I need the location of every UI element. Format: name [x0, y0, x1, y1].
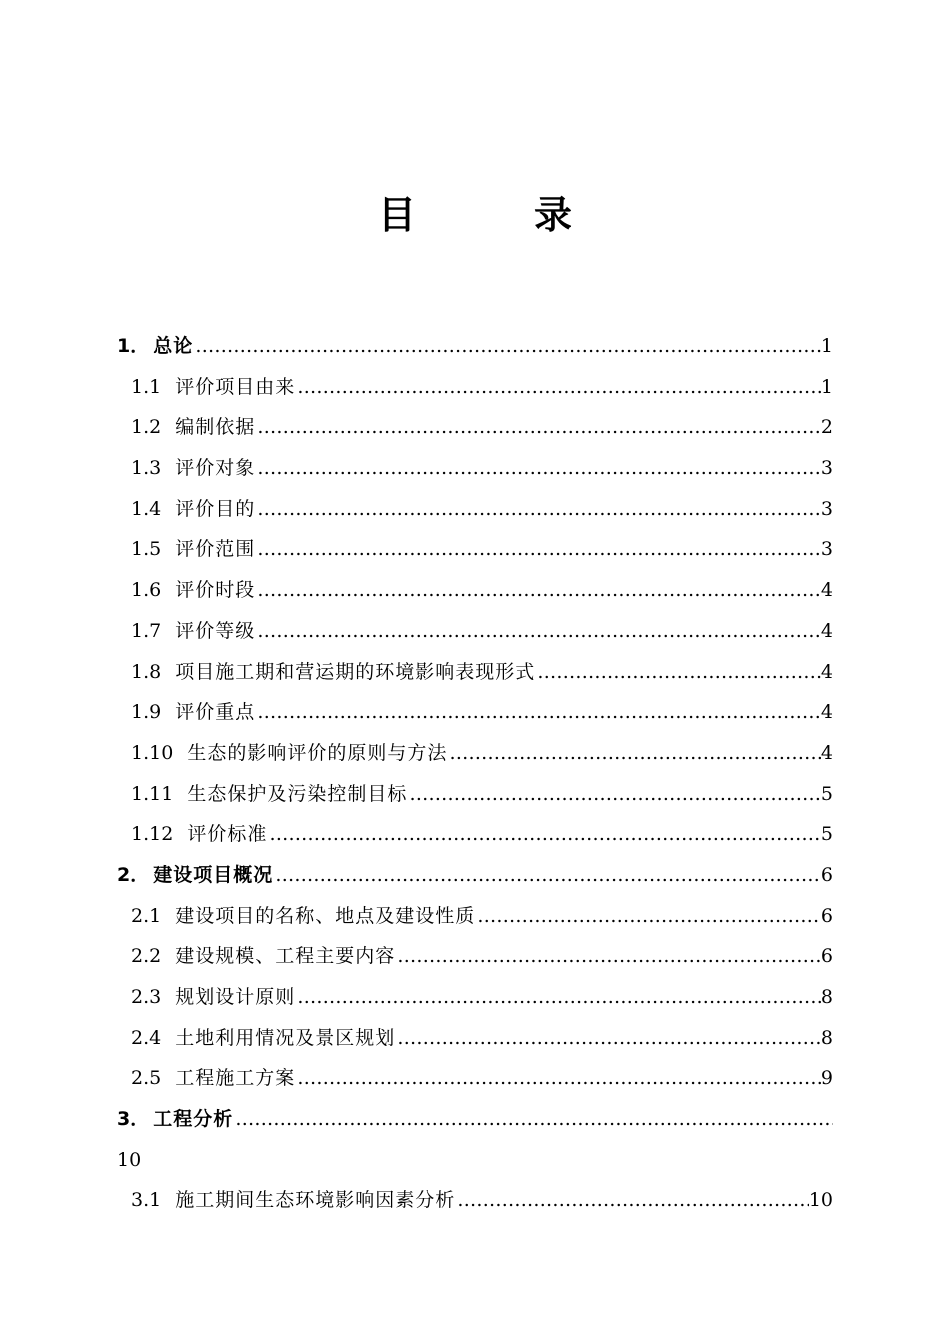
toc-entry-page: 5 [820, 782, 833, 805]
toc-entry[interactable] [117, 936, 833, 977]
toc-dot-leader [295, 1058, 821, 1099]
toc-entry-title: 评价标准 [187, 823, 268, 846]
toc-entry-number: 3.1 [131, 1189, 162, 1212]
toc-entry[interactable] [117, 570, 833, 611]
toc-entry-title: 评价对象 [175, 457, 256, 480]
toc-entry-page: 4 [820, 579, 833, 602]
toc-entry-number: 2.1 [131, 904, 162, 927]
toc-entry-number: 3． [117, 1108, 150, 1131]
toc-entry-title: 总论 [153, 335, 194, 357]
toc-dot-leader [475, 896, 821, 937]
toc-dot-leader [395, 1018, 821, 1059]
toc-entry[interactable] [117, 489, 833, 530]
toc-entry-page: 9 [820, 1067, 833, 1090]
toc-dot-leader [447, 733, 821, 774]
toc-entry-title: 生态的影响评价的原则与方法 [187, 741, 448, 764]
toc-entry[interactable] [117, 733, 833, 774]
toc-entry[interactable] [117, 1018, 833, 1059]
toc-entry-number: 1.2 [131, 416, 162, 439]
toc-entry-title: 编制依据 [175, 416, 256, 439]
toc-entry-number: 1.9 [131, 701, 162, 724]
toc-entry-title: 生态保护及污染控制目标 [187, 782, 408, 805]
toc-entry-page: 6 [820, 904, 833, 927]
toc-entry-page: 4 [820, 660, 833, 683]
toc-entry[interactable] [117, 896, 833, 937]
toc-dot-leader [273, 855, 821, 896]
toc-entry[interactable] [117, 774, 833, 815]
toc-entry-page: 3 [820, 538, 833, 561]
toc-entry-number: 2.3 [131, 986, 162, 1008]
toc-entry[interactable] [117, 1180, 833, 1221]
toc-entry-number: 1.11 [131, 782, 174, 805]
toc-entry[interactable] [117, 692, 833, 733]
toc-entry[interactable] [117, 448, 833, 489]
toc-entry-number: 1.10 [131, 741, 174, 764]
toc-entry[interactable] [117, 326, 833, 367]
toc-entry-title: 评价目的 [175, 497, 256, 520]
toc-entry-page: 6 [820, 863, 833, 886]
toc-dot-leader [295, 977, 821, 1018]
toc-dot-leader [295, 367, 821, 408]
toc-entry[interactable] [117, 1099, 833, 1140]
toc-entry-page: 4 [820, 741, 833, 764]
toc-entry-title: 规划设计原则 [175, 986, 296, 1008]
toc-entry-page: 3 [820, 497, 833, 520]
toc-entry-page: 8 [820, 986, 833, 1008]
toc-entry-page: 10 [808, 1189, 833, 1212]
toc-entry[interactable] [117, 1058, 833, 1099]
toc-entry[interactable] [117, 611, 833, 652]
toc-entry-page: 5 [820, 823, 833, 846]
toc-entry-number: 1.7 [131, 619, 162, 642]
toc-entry[interactable] [117, 855, 833, 896]
toc-entry[interactable] [117, 652, 833, 693]
toc-entry-title: 评价时段 [175, 579, 256, 602]
toc-entry-number: 2.4 [131, 1026, 162, 1049]
toc-entry-title: 评价等级 [175, 619, 256, 642]
toc-entry[interactable] [117, 407, 833, 448]
page-title: 目 录 [377, 193, 612, 237]
table-of-contents [117, 326, 833, 1221]
toc-entry-number: 1.8 [131, 660, 162, 683]
toc-entry-title: 施工期间生态环境影响因素分析 [175, 1189, 456, 1212]
toc-entry-page: 4 [820, 701, 833, 724]
toc-entry-title: 建设项目的名称、地点及建设性质 [175, 904, 476, 927]
toc-entry-title: 评价项目由来 [175, 375, 296, 398]
toc-entry-number: 1． [117, 335, 150, 357]
toc-entry-number: 1.3 [131, 457, 162, 480]
toc-entry-number: 2.5 [131, 1067, 162, 1090]
toc-dot-leader [535, 652, 821, 693]
toc-dot-leader [255, 570, 821, 611]
toc-entry-number: 1.5 [131, 538, 162, 561]
toc-dot-leader [407, 774, 821, 815]
toc-entry-title: 项目施工期和营运期的环境影响表现形式 [175, 660, 536, 683]
toc-entry-page: 2 [820, 416, 833, 439]
toc-dot-leader [255, 692, 821, 733]
toc-entry-title: 工程施工方案 [175, 1067, 296, 1090]
toc-dot-leader [255, 611, 821, 652]
toc-dot-leader [255, 529, 821, 570]
toc-entry-page: 1 [820, 375, 833, 398]
toc-entry-title: 工程分析 [153, 1108, 234, 1131]
toc-dot-leader [255, 407, 821, 448]
toc-entry-number: 2.2 [131, 945, 162, 968]
toc-entry-number: 1.1 [131, 375, 162, 398]
toc-entry-title: 建设项目概况 [153, 863, 274, 886]
toc-dot-leader [267, 814, 821, 855]
toc-entry[interactable] [117, 814, 833, 855]
toc-entry-title: 评价重点 [175, 701, 256, 724]
toc-entry[interactable] [117, 367, 833, 408]
toc-entry-title: 土地利用情况及景区规划 [175, 1026, 396, 1049]
toc-dot-leader [255, 448, 821, 489]
toc-entry-number: 1.6 [131, 579, 162, 602]
toc-entry-page: 10 [117, 1148, 142, 1171]
toc-entry-number: 1.12 [131, 823, 174, 846]
toc-entry-page: 6 [820, 945, 833, 968]
toc-entry[interactable] [117, 529, 833, 570]
toc-entry-page: 1 [820, 335, 833, 357]
toc-entry-number: 2． [117, 863, 150, 886]
toc-entry-number: 1.4 [131, 497, 162, 520]
toc-dot-leader [193, 326, 821, 367]
toc-dot-leader [255, 489, 821, 530]
toc-dot-leader [395, 936, 821, 977]
toc-dot-leader [455, 1180, 809, 1221]
toc-entry[interactable] [117, 977, 833, 1018]
toc-entry-page: 4 [820, 619, 833, 642]
toc-entry-page: 8 [820, 1026, 833, 1049]
toc-entry-title: 建设规模、工程主要内容 [175, 945, 396, 968]
toc-entry-title: 评价范围 [175, 538, 256, 561]
toc-dot-leader [233, 1099, 833, 1140]
toc-entry-page: 3 [820, 457, 833, 480]
